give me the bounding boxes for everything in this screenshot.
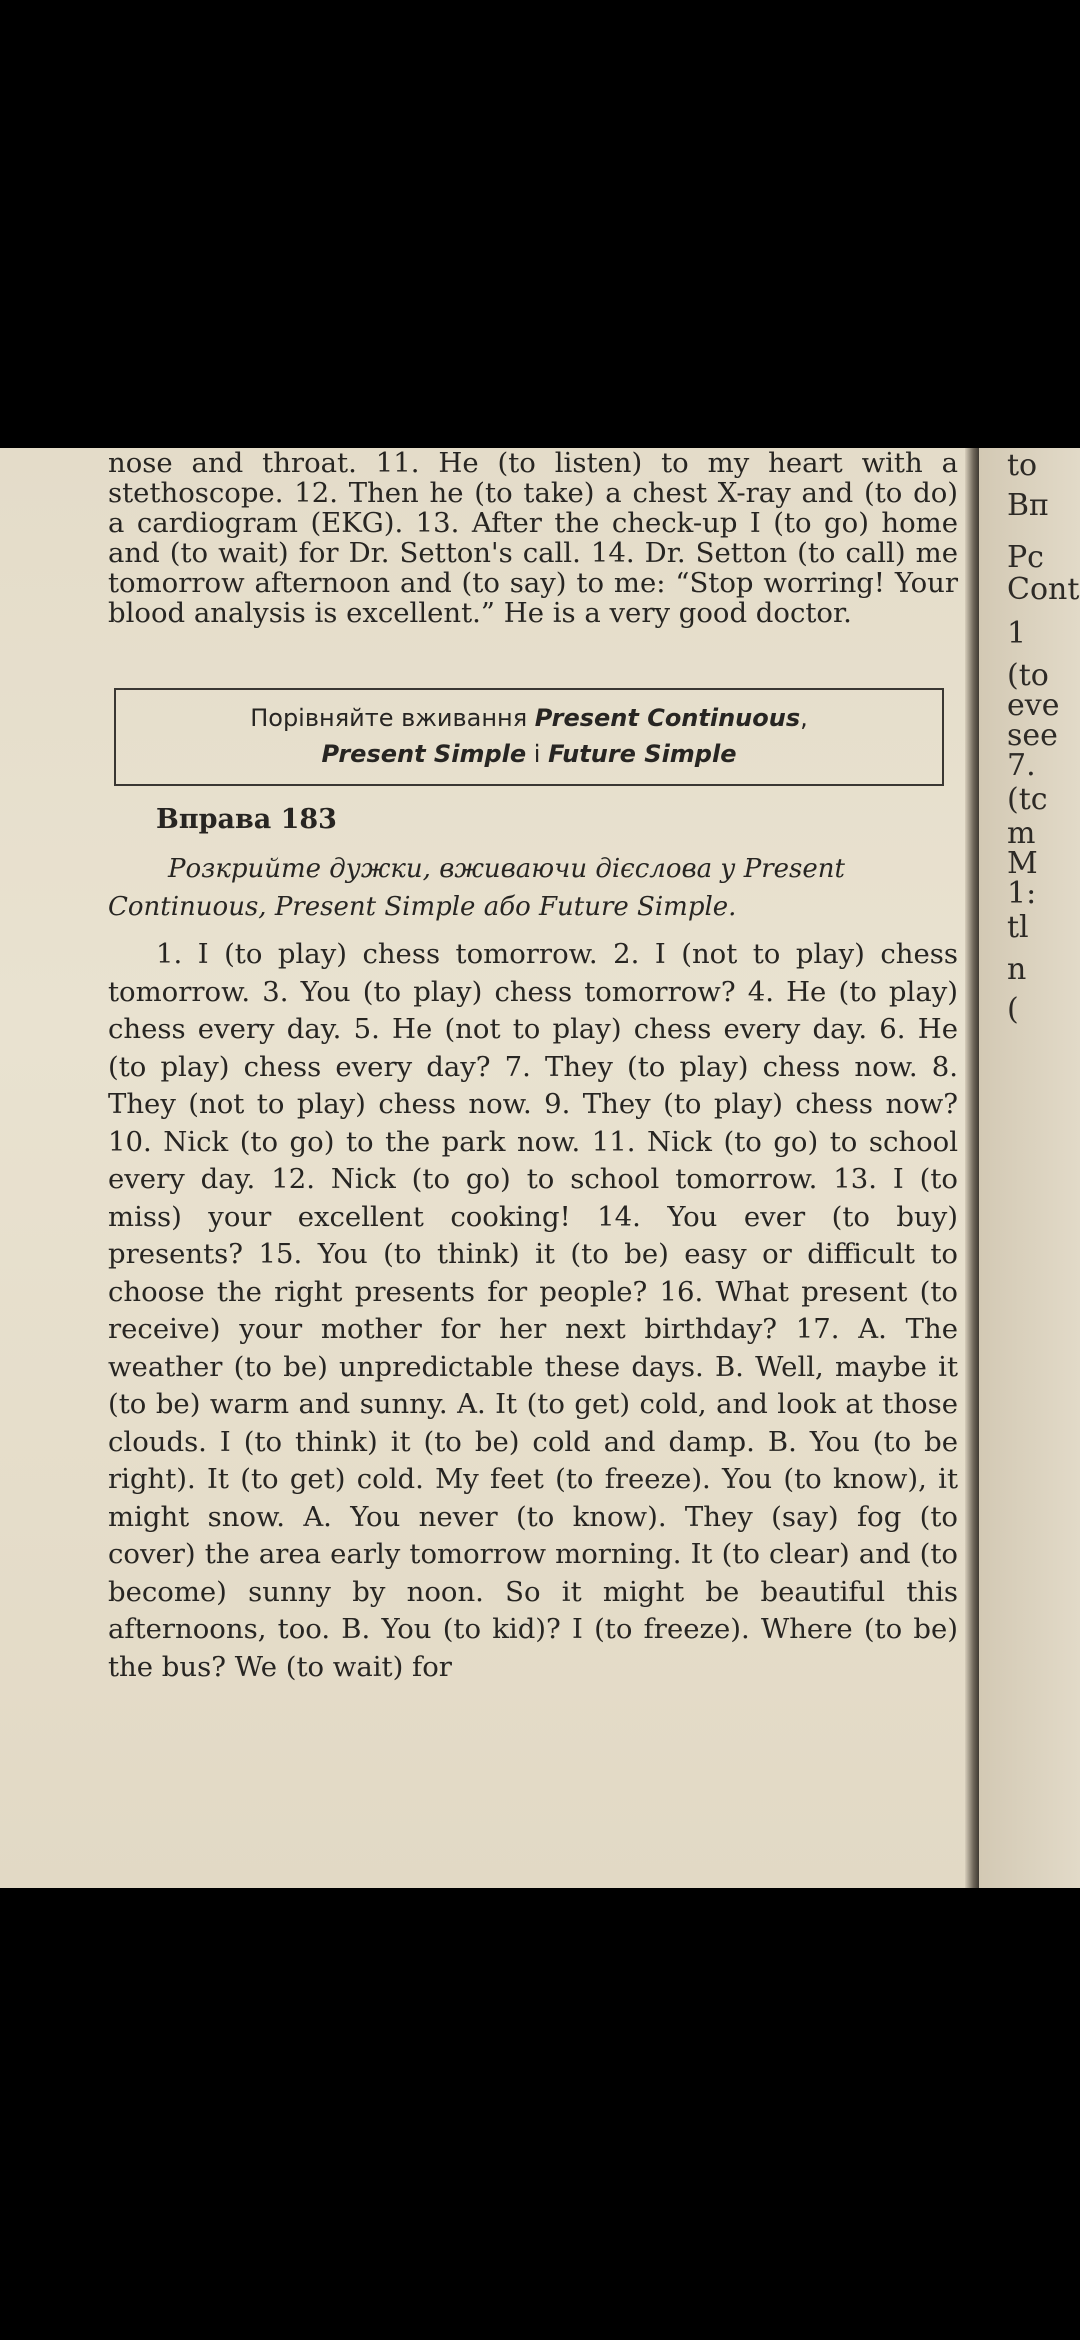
right-page-fragment: see <box>1007 718 1058 753</box>
right-page-fragment: 7. <box>1007 748 1036 783</box>
right-page-edge <box>979 448 1080 1888</box>
right-page-fragment: M <box>1007 846 1038 881</box>
grammar-note-box <box>114 688 944 786</box>
right-page-fragment: n <box>1007 952 1027 987</box>
right-page-fragment: to <box>1007 448 1038 483</box>
right-page-fragment: 1 <box>1007 616 1027 651</box>
right-page-fragment: eve <box>1007 688 1060 723</box>
exercise-title: Вправа 183 <box>156 804 337 835</box>
right-page-fragment: Pc <box>1007 540 1044 575</box>
book-gutter <box>965 448 979 1888</box>
note-present-simple: Present Simple <box>321 740 527 768</box>
previous-exercise-text <box>108 448 958 628</box>
right-page-fragment: Cont <box>1007 572 1080 607</box>
note-prefix: Порівняйте вживання <box>250 704 535 732</box>
top-paragraph: nose and throat. 11. He (to listen) to my heart with a stethoscope. 12. Then he (to take) a chest X-ray and (to do) a cardiogram (EKG). 13. After the check-up I (to go) home and (to wait) for Dr. Setton's call. 14. Dr. Setton (to call) me tomorrow afternoon and (to say) to me: “Stop worring! Your blood analysis is excellent.” He is a very good doctor. <box>108 448 958 629</box>
right-page-fragment: Вп <box>1007 488 1050 523</box>
right-page-fragment: (tc <box>1007 782 1048 817</box>
note-future-simple: Future Simple <box>548 740 737 768</box>
book-photo <box>0 448 1080 1888</box>
note-comma: , <box>800 704 808 732</box>
right-page-fragment: ( <box>1007 992 1019 1027</box>
right-page-fragment: m <box>1007 816 1036 851</box>
right-page-fragment: tl <box>1007 910 1029 945</box>
exercise-body: 1. I (to play) chess tomorrow. 2. I (not to play) chess tomorrow. 3. You (to play) chess tomorrow? 4. He (to play) chess every day. 5. He (not to play) chess every day. 6. He (to play) chess every day? 7. They (to play) chess now. 8. They (not to play) chess now. 9. They (to play) chess now? 10. Nick (to go) to the park now. 11. Nick (to go) to school every day. 12. Nick (to go) to school tomorrow. 13. I (to miss) your excellent cooking! 14. You ever (to buy) presents? 15. You (to think) it (to be) easy or difficult to choose the right presents for people? 16. What present (to receive) your mother for her next birthday? 17. A. The weather (to be) unpredictable these days. B. Well, maybe it (to be) warm and sunny. A. It (to get) cold, and look at those clouds. I (to think) it (to be) cold and damp. B. You (to be right). It (to get) cold. My feet (to freeze). You (to know), it might snow. A. You never (to know). They (say) fog (to cover) the area early tomorrow morning. It (to clear) and (to become) sunny by noon. So it might be beautiful this afternoons, too. B. You (to kid)? I (to freeze). Where (to be) the bus? We (to wait) for <box>108 938 958 1683</box>
right-page-fragment: 1: <box>1007 876 1037 911</box>
left-page <box>108 448 958 1888</box>
note-present-continuous: Present Continuous <box>534 704 801 732</box>
note-conjunction: і <box>526 740 549 768</box>
right-page-fragment: (to <box>1007 658 1049 693</box>
grammar-note-line-2 <box>116 736 942 772</box>
exercise-instruction: Розкрийте дужки, вживаючи дієслова у Present Continuous, Present Simple або Future Simple. <box>108 854 845 922</box>
grammar-note-line-1 <box>116 700 942 736</box>
